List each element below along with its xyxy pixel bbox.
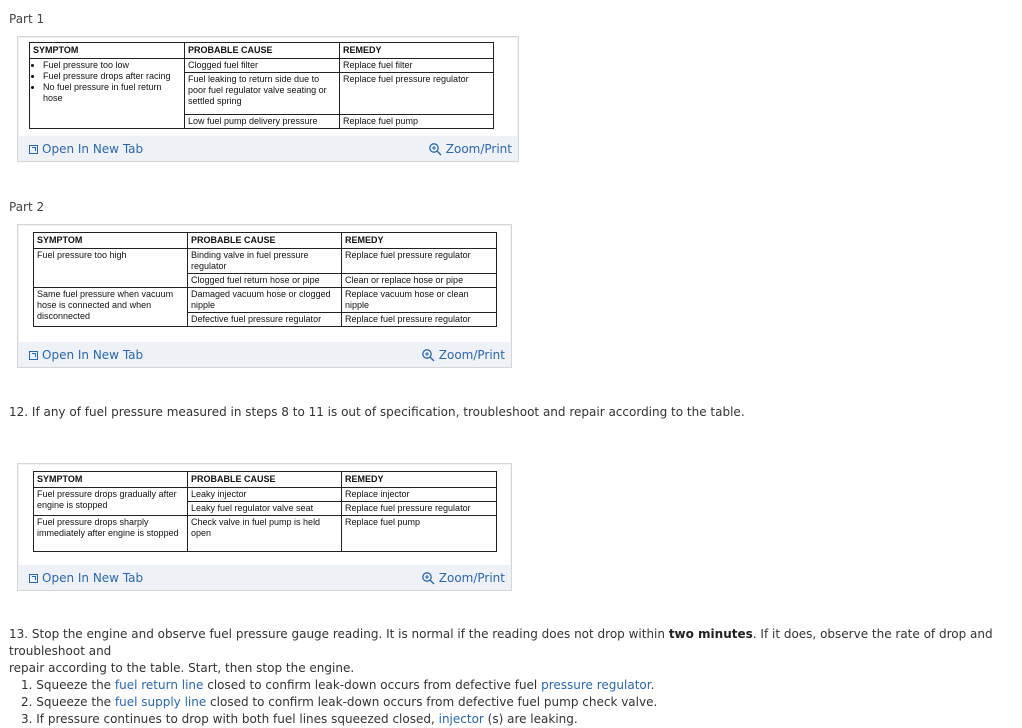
zoom-print-label: Zoom/Print <box>438 348 505 362</box>
list-item <box>21 694 1019 711</box>
zoom-print-link[interactable] <box>421 571 505 585</box>
pressure-regulator-link[interactable]: pressure regulator <box>541 678 651 692</box>
remedy-cell: Replace fuel pump <box>340 115 494 129</box>
symptom-item: • Fuel pressure drops after racing <box>43 71 181 82</box>
open-new-tab-icon <box>29 145 38 154</box>
figure-toolbar <box>18 566 511 590</box>
zoom-icon <box>421 348 435 362</box>
item-text: closed to confirm leak-down occurs from defective fuel pump check valve. <box>206 695 658 709</box>
open-in-new-tab-link[interactable] <box>29 571 143 585</box>
step-13-post: . If it does, observe the rate of drop and troubleshoot and <box>9 627 993 658</box>
cause-cell: Leaky fuel regulator valve seat <box>188 502 342 516</box>
cause-cell: Defective fuel pressure regulator <box>188 313 342 327</box>
header-probable-cause: PROBABLE CAUSE <box>185 43 340 59</box>
symptom-item: • Fuel pressure too low <box>43 60 181 71</box>
open-in-new-tab-link[interactable] <box>29 142 143 156</box>
item-text: closed to confirm leak-down occurs from defective fuel <box>203 678 542 692</box>
item-text: 1. Squeeze the <box>21 678 115 692</box>
list-item <box>21 711 1019 728</box>
cause-cell: Clogged fuel return hose or pipe <box>188 274 342 288</box>
part-1-table <box>29 42 494 129</box>
open-in-new-tab-label: Open In New Tab <box>42 571 144 585</box>
remedy-cell: Clean or replace hose or pipe <box>342 274 497 288</box>
header-symptom: SYMPTOM <box>34 472 188 488</box>
open-in-new-tab-link[interactable] <box>29 348 143 362</box>
item-text: . <box>650 678 655 692</box>
remedy-cell: Replace fuel pressure regulator <box>342 313 497 327</box>
cause-cell: Leaky injector <box>188 488 342 502</box>
part-2-table <box>33 232 497 327</box>
fuel-return-line-link[interactable]: fuel return line <box>114 678 204 692</box>
figure-toolbar <box>18 137 518 161</box>
figure-toolbar <box>18 343 511 367</box>
header-remedy: REMEDY <box>340 43 494 59</box>
cause-cell: Check valve in fuel pump is held open <box>188 516 342 552</box>
open-in-new-tab-label: Open In New Tab <box>42 142 144 156</box>
header-remedy: REMEDY <box>342 472 497 488</box>
figure-part-1 <box>17 36 519 162</box>
remedy-cell: Replace fuel pump <box>342 516 497 552</box>
zoom-icon <box>421 571 435 585</box>
step-12-text: 12. If any of fuel pressure measured in steps 8 to 11 is out of specification, troubleshoot and repair according to the table. <box>9 405 745 419</box>
cause-cell: Damaged vacuum hose or clogged nipple <box>188 288 342 313</box>
item-text: 3. If pressure continues to drop with both fuel lines squeezed closed, <box>21 712 439 726</box>
symptom-cell: Fuel pressure too high <box>34 249 188 288</box>
header-probable-cause: PROBABLE CAUSE <box>188 233 342 249</box>
remedy-cell: Replace fuel pressure regulator <box>340 73 494 115</box>
zoom-print-link[interactable] <box>421 348 505 362</box>
injector-link[interactable]: injector <box>438 712 484 726</box>
step-13-list <box>9 677 1019 728</box>
zoom-print-link[interactable] <box>428 142 512 156</box>
remedy-cell: Replace vacuum hose or clean nipple <box>342 288 497 313</box>
symptom-cell: Same fuel pressure when vacuum hose is connected and when disconnected <box>34 288 188 327</box>
part-3-table <box>33 471 497 552</box>
figure-part-3 <box>17 463 512 591</box>
open-new-tab-icon <box>29 351 38 360</box>
figure-part-2 <box>17 224 512 368</box>
list-item <box>21 677 1019 694</box>
open-in-new-tab-label: Open In New Tab <box>42 348 144 362</box>
zoom-print-label: Zoom/Print <box>438 571 505 585</box>
fuel-supply-line-link[interactable]: fuel supply line <box>114 695 207 709</box>
open-new-tab-icon <box>29 574 38 583</box>
remedy-cell: Replace injector <box>342 488 497 502</box>
part-2-label: Part 2 <box>9 200 45 214</box>
symptom-cell: Fuel pressure drops gradually after engine is stopped <box>34 488 188 516</box>
zoom-icon <box>428 142 442 156</box>
cause-cell: Clogged fuel filter <box>185 59 340 73</box>
symptom-cell <box>30 59 185 129</box>
part-1-label: Part 1 <box>9 12 45 26</box>
remedy-cell: Replace fuel pressure regulator <box>342 502 497 516</box>
step-13-line2: repair according to the table. Start, then stop the engine. <box>9 661 355 675</box>
header-symptom: SYMPTOM <box>34 233 188 249</box>
step-13-pre: 13. Stop the engine and observe fuel pressure gauge reading. It is normal if the reading does not drop within <box>9 627 669 641</box>
header-probable-cause: PROBABLE CAUSE <box>188 472 342 488</box>
item-text: 2. Squeeze the <box>21 695 115 709</box>
step-13-text <box>9 626 1019 728</box>
symptom-cell: Fuel pressure drops sharply immediately after engine is stopped <box>34 516 188 552</box>
remedy-cell: Replace fuel pressure regulator <box>342 249 497 274</box>
remedy-cell: Replace fuel filter <box>340 59 494 73</box>
item-text: (s) are leaking. <box>483 712 578 726</box>
zoom-print-label: Zoom/Print <box>445 142 512 156</box>
step-13-bold: two minutes <box>668 627 753 641</box>
header-remedy: REMEDY <box>342 233 497 249</box>
cause-cell: Low fuel pump delivery pressure <box>185 115 340 129</box>
cause-cell: Binding valve in fuel pressure regulator <box>188 249 342 274</box>
cause-cell: Fuel leaking to return side due to poor fuel regulator valve seating or settled spring <box>185 73 340 115</box>
symptom-item: • No fuel pressure in fuel return hose <box>43 82 181 104</box>
header-symptom: SYMPTOM <box>30 43 185 59</box>
